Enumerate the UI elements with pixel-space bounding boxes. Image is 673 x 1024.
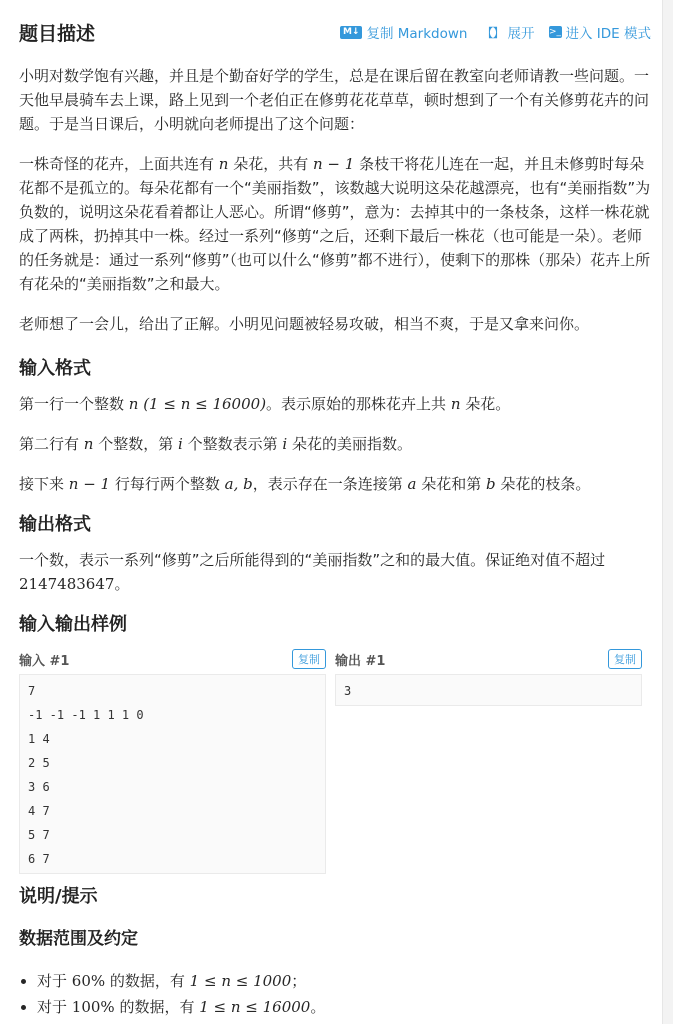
copy-output-button[interactable]: 复制 bbox=[608, 649, 642, 669]
copy-markdown-label: 复制 Markdown bbox=[366, 26, 468, 42]
input-format-line-3: 接下来 n − 1 行每行两个整数 a, b，表示存在一条连接第 a 朵花和第 b 朵花的枝条。 bbox=[19, 475, 591, 493]
data-range-list bbox=[19, 968, 651, 1020]
description-paragraph-1: 小明对数学饱有兴趣，并且是个勤奋好学的学生，总是在课后留在教室向老师请教一些问题。一天他早晨骑车去上课，路上见到一个老伯正在修剪花花草草，顿时想到了一个有关修剪花卉的问题。于是当日课后，小明就向老师提出了这个问题： bbox=[19, 67, 650, 133]
enter-ide-label: 进入 IDE 模式 bbox=[565, 26, 651, 42]
range-item-60: • 对于 60% 的数据，有 1 ≤ n ≤ 1000； bbox=[37, 968, 651, 994]
input-format-line-2: 第二行有 n 个整数，第 i 个整数表示第 i 朵花的美丽指数。 bbox=[19, 435, 412, 453]
range-item-100: • 对于 100% 的数据，有 1 ≤ n ≤ 16000。 bbox=[37, 994, 651, 1020]
sample-input-panel bbox=[19, 646, 326, 874]
hint-title: 说明/提示 bbox=[19, 886, 98, 907]
header-actions bbox=[340, 22, 651, 42]
output-format-title: 输出格式 bbox=[19, 514, 91, 535]
page-scrollbar[interactable] bbox=[662, 0, 673, 1024]
description-paragraph-3: 老师想了一会儿，给出了正解。小明见问题被轻易攻破，相当不爽，于是又拿来问你。 bbox=[19, 315, 590, 333]
problem-header bbox=[19, 0, 651, 64]
sample-output-label: 输出 #1 bbox=[335, 653, 386, 669]
expand-button[interactable] bbox=[481, 22, 534, 42]
samples-title: 输入输出样例 bbox=[19, 614, 127, 635]
sample-input-label: 输入 #1 bbox=[19, 653, 70, 669]
input-format-title: 输入格式 bbox=[19, 358, 91, 379]
enter-ide-button[interactable] bbox=[549, 22, 652, 42]
description-title: 题目描述 bbox=[19, 22, 96, 45]
sample-output-code[interactable]: 3 bbox=[335, 674, 642, 706]
expand-icon: 【】 bbox=[481, 25, 504, 40]
expand-label: 展开 bbox=[507, 26, 535, 42]
input-format-line-1: 第一行一个整数 n (1 ≤ n ≤ 16000)。表示原始的那株花卉上共 n 朵花。 bbox=[19, 395, 511, 413]
sample-output-panel bbox=[335, 646, 642, 874]
copy-input-button[interactable]: 复制 bbox=[292, 649, 326, 669]
sample-input-header bbox=[19, 646, 326, 672]
sample-input-code[interactable]: 7 -1 -1 -1 1 1 1 0 1 4 2 5 3 6 4 7 5 7 6 7 bbox=[19, 674, 326, 874]
description-paragraph-2: 一株奇怪的花卉，上面共连有 n 朵花，共有 n − 1 条枝干将花儿连在一起，并且未修剪时每朵花都不是孤立的。每朵花都有一个“美丽指数”，该数越大说明这朵花越漂亮，也有“美丽指数”为负数的，说明这朵花看着都让人恶心。所谓“修剪”，意为：去掉其中的一条枝条，这样一株花就成了两株，扔掉其中一株。经过一系列“修剪“之后，还剩下最后一株花（也可能是一朵）。老师的任务就是：通过一系列“修剪”（也可以什么“修剪”都不进行），使剩下的那株（那朵）花卉上所有花朵的“美丽指数”之和最大。 bbox=[19, 155, 651, 293]
problem-content bbox=[19, 0, 651, 1020]
sample-output-header bbox=[335, 646, 642, 672]
samples-area bbox=[19, 646, 651, 874]
copy-markdown-button[interactable] bbox=[340, 22, 468, 42]
markdown-icon: M↓ bbox=[340, 26, 363, 39]
data-range-title: 数据范围及约定 bbox=[19, 929, 138, 949]
terminal-icon: >_ bbox=[548, 27, 562, 37]
output-format-text: 一个数，表示一系列“修剪”之后所能得到的“美丽指数”之和的最大值。保证绝对值不超过2147483647。 bbox=[19, 551, 606, 593]
